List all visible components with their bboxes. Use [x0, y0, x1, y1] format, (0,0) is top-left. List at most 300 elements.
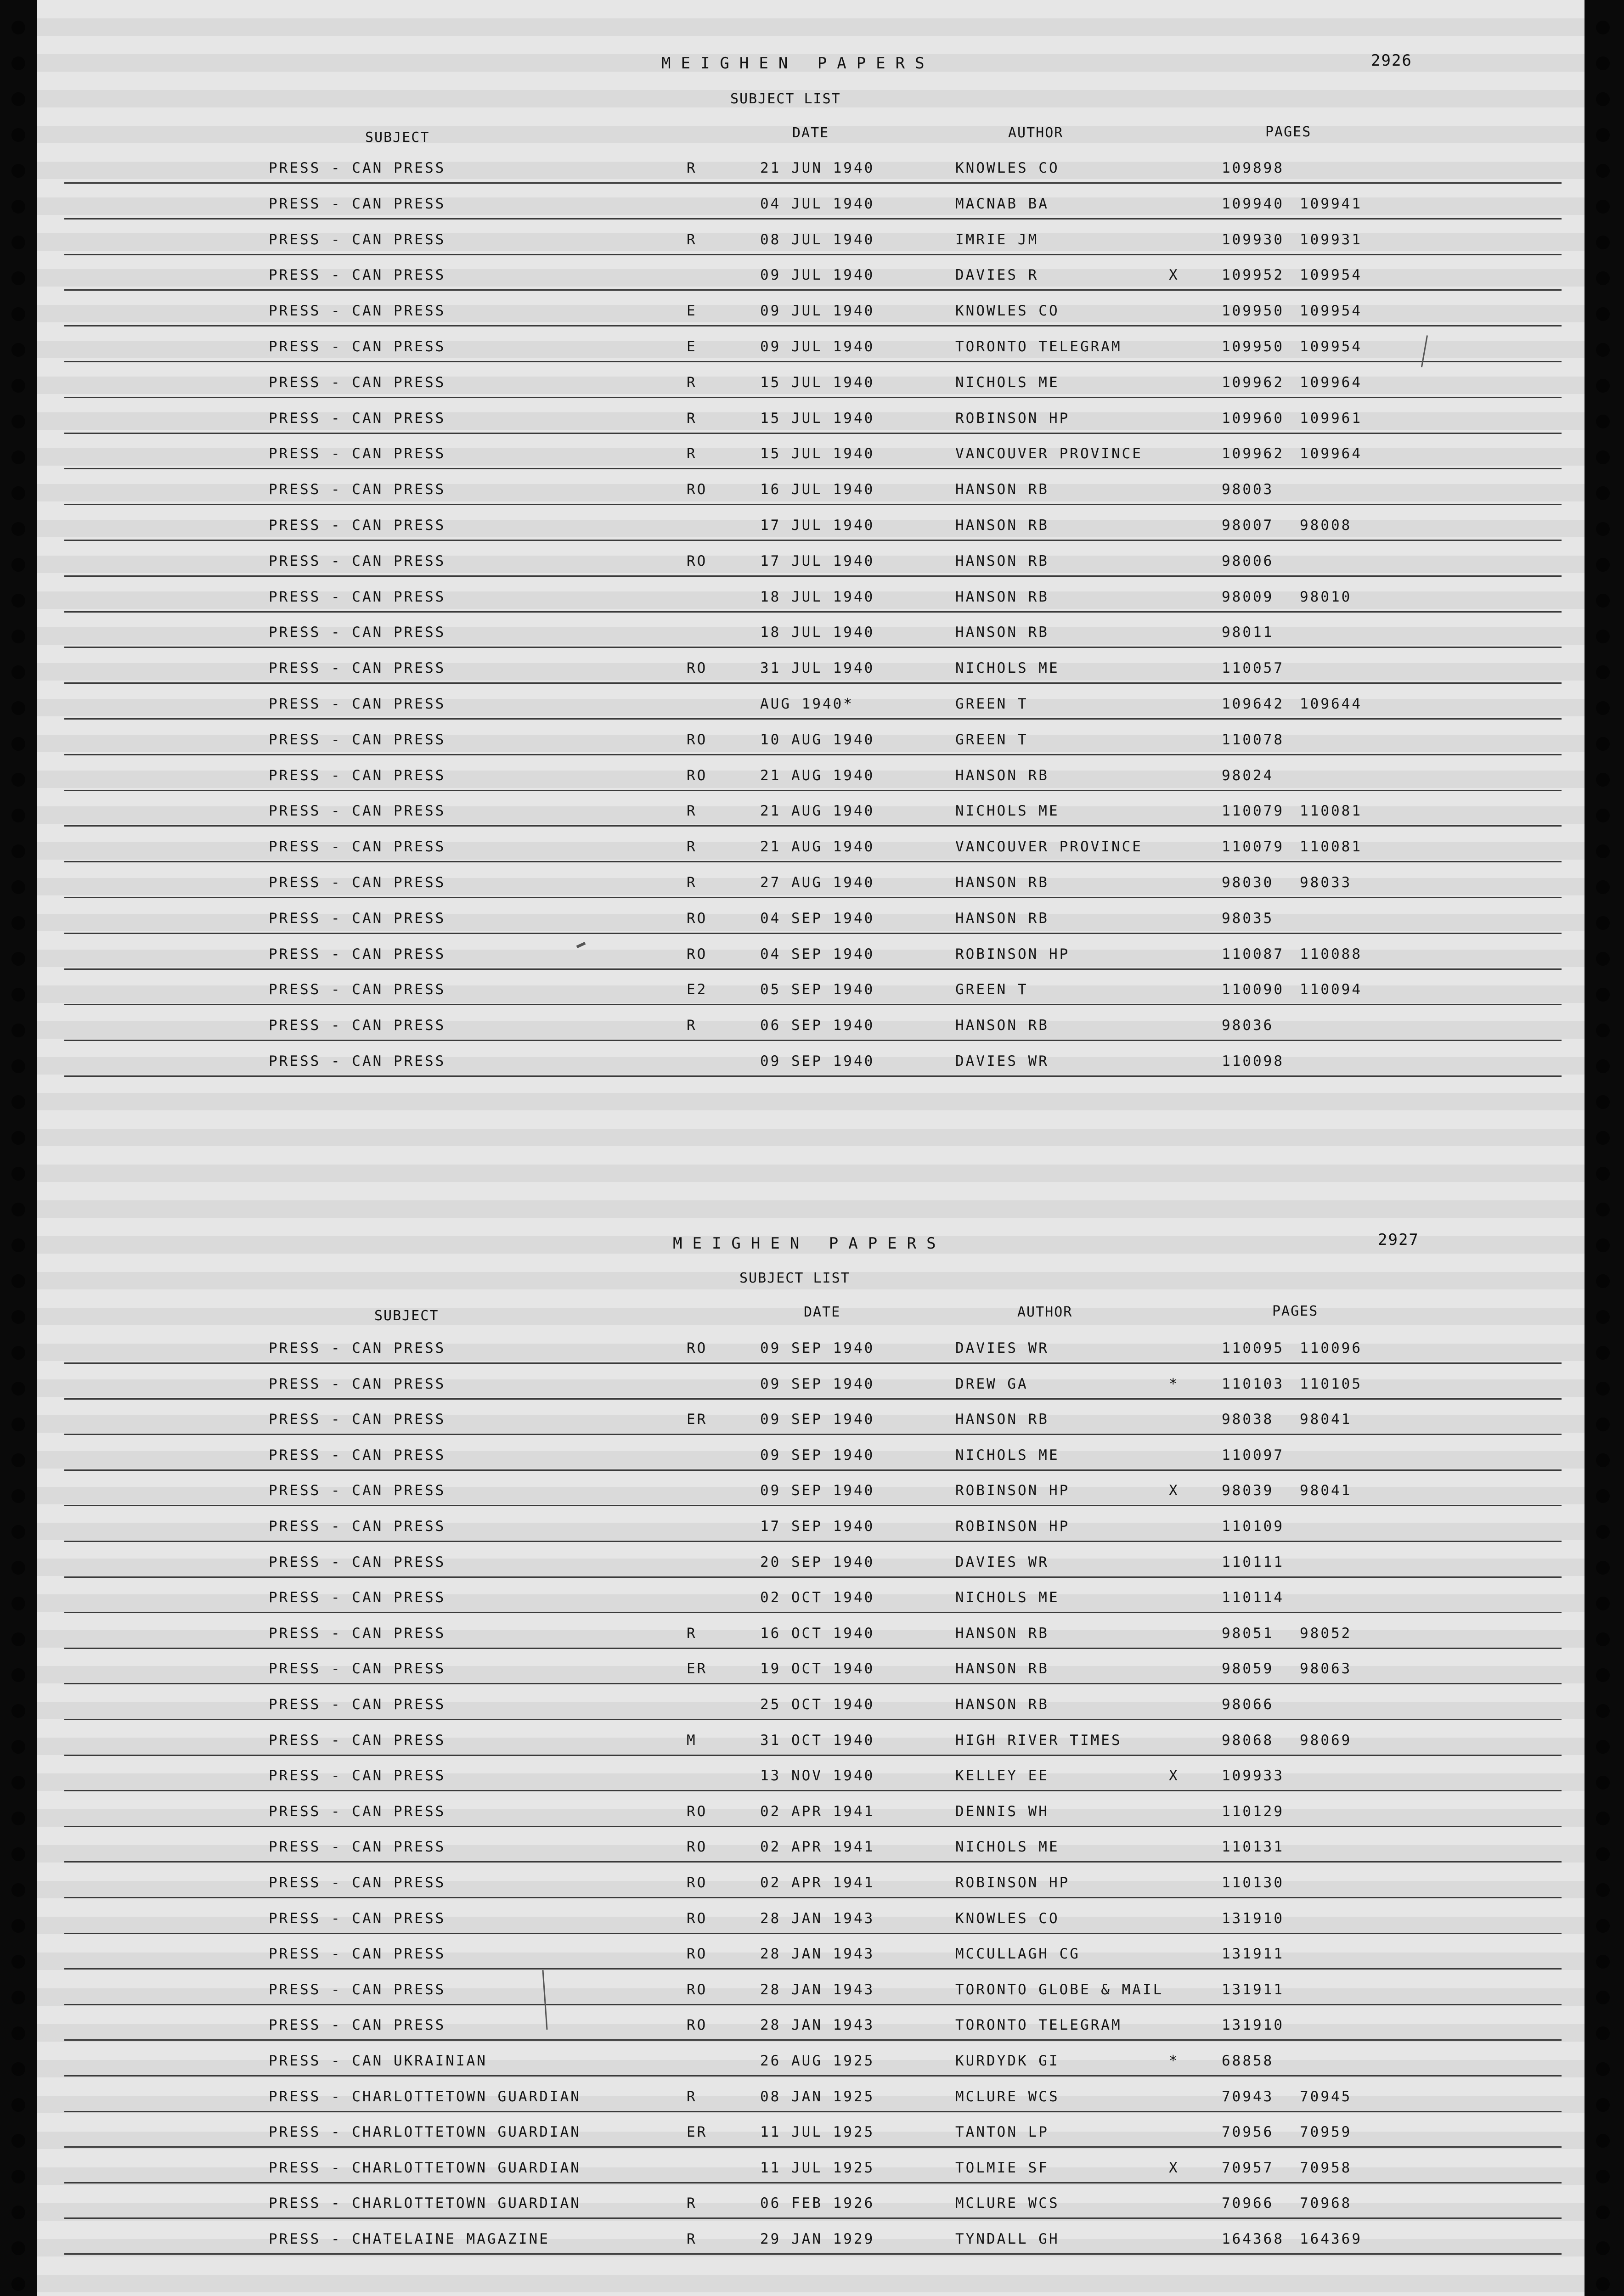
cell-subject: PRESS - CAN PRESS	[269, 1411, 446, 1428]
cell-p2: 109961	[1300, 410, 1362, 427]
cell-subject: PRESS - CAN PRESS	[269, 374, 446, 391]
cell-date: 09 SEP 1940	[760, 1411, 875, 1428]
cell-date: 02 APR 1941	[760, 1803, 875, 1820]
table-row	[0, 1586, 1624, 1613]
cell-p1: 110098	[1222, 1053, 1284, 1069]
cell-date: 18 JUL 1940	[760, 624, 875, 641]
cell-p2: 70958	[1300, 2159, 1352, 2176]
cell-code: E	[687, 303, 697, 320]
cell-p1: 98003	[1222, 481, 1274, 498]
cell-p1: 131910	[1222, 2017, 1284, 2034]
cell-p2: 98052	[1300, 1625, 1352, 1642]
cell-p2: 98041	[1300, 1482, 1352, 1499]
cell-date: 13 NOV 1940	[760, 1767, 875, 1784]
table-row	[0, 1907, 1624, 1934]
feed-hole	[11, 56, 25, 70]
cell-code: RO	[687, 767, 708, 784]
feed-hole	[11, 1274, 25, 1288]
cell-author: KURDYDK GI	[955, 2053, 1060, 2069]
cell-p1: 109940	[1222, 195, 1284, 212]
cell-subject: PRESS - CAN PRESS	[269, 624, 446, 641]
table-row	[0, 1479, 1624, 1506]
cell-subject: PRESS - CAN PRESS	[269, 1589, 446, 1606]
cell-code: ER	[687, 1660, 708, 1677]
cell-author: KNOWLES CO	[955, 1910, 1060, 1927]
cell-author: ROBINSON HP	[955, 410, 1070, 427]
feed-hole	[11, 128, 25, 142]
row-rule	[64, 968, 1562, 970]
row-rule	[64, 647, 1562, 648]
cell-date: 09 JUL 1940	[760, 338, 875, 355]
cell-author: TORONTO TELEGRAM	[955, 338, 1122, 355]
table-row	[0, 1013, 1624, 1041]
cell-date: 08 JUL 1940	[760, 231, 875, 248]
cell-p2: 70968	[1300, 2195, 1352, 2212]
cell-subject: PRESS - CAN PRESS	[269, 910, 446, 927]
row-rule	[64, 933, 1562, 934]
cell-p1: 109898	[1222, 160, 1284, 176]
table-row	[0, 1621, 1624, 1649]
row-rule	[64, 1683, 1562, 1684]
cell-code: R	[687, 2195, 697, 2212]
cell-date: 31 JUL 1940	[760, 660, 875, 677]
table-row	[0, 978, 1624, 1005]
page-number: 2926	[1371, 51, 1412, 70]
cell-p1: 110097	[1222, 1446, 1284, 1463]
cell-p1: 98038	[1222, 1411, 1274, 1428]
feed-hole	[1596, 1310, 1610, 1324]
feed-hole	[11, 21, 25, 34]
feed-hole	[1596, 1238, 1610, 1252]
cell-author: ROBINSON HP	[955, 945, 1070, 962]
feed-hole	[1596, 2277, 1610, 2291]
cell-author: DAVIES WR	[955, 1340, 1049, 1356]
cell-date: 17 JUL 1940	[760, 517, 875, 534]
cell-p1: 110103	[1222, 1375, 1284, 1392]
cell-p1: 109642	[1222, 696, 1284, 712]
cell-p2: 109954	[1300, 303, 1362, 320]
cell-subject: PRESS - CHATELAINE MAGAZINE	[269, 2231, 550, 2247]
cell-p1: 110109	[1222, 1518, 1284, 1535]
cell-date: 19 OCT 1940	[760, 1660, 875, 1677]
cell-p1: 110130	[1222, 1874, 1284, 1891]
cell-mark: X	[1169, 1767, 1179, 1784]
cell-subject: PRESS - CAN PRESS	[269, 696, 446, 712]
cell-author: DAVIES R	[955, 267, 1039, 284]
cell-code: E	[687, 338, 697, 355]
table-row	[0, 620, 1624, 648]
cell-p2: 110088	[1300, 945, 1362, 962]
cell-author: HANSON RB	[955, 481, 1049, 498]
cell-p1: 98059	[1222, 1660, 1274, 1677]
cell-author: HANSON RB	[955, 624, 1049, 641]
cell-p1: 164368	[1222, 2231, 1284, 2247]
feed-hole	[11, 92, 25, 106]
cell-subject: PRESS - CAN PRESS	[269, 231, 446, 248]
table-row	[0, 764, 1624, 791]
cell-mark: *	[1169, 1375, 1179, 1392]
row-rule	[64, 2111, 1562, 2112]
row-rule	[64, 825, 1562, 827]
cell-date: 17 SEP 1940	[760, 1518, 875, 1535]
cell-p2: 110081	[1300, 838, 1362, 855]
cell-date: 17 JUL 1940	[760, 552, 875, 569]
cell-author: KNOWLES CO	[955, 160, 1060, 176]
cell-subject: PRESS - CAN PRESS	[269, 1017, 446, 1034]
cell-p2: 109644	[1300, 696, 1362, 712]
cell-date: 28 JAN 1943	[760, 1981, 875, 1998]
table-row	[0, 585, 1624, 613]
cell-mark: *	[1169, 2053, 1179, 2069]
table-row	[0, 442, 1624, 469]
row-rule	[64, 1362, 1562, 1364]
row-rule	[64, 1612, 1562, 1613]
cell-p1: 98011	[1222, 624, 1274, 641]
cell-p1: 110095	[1222, 1340, 1284, 1356]
row-rule	[64, 790, 1562, 791]
cell-date: 31 OCT 1940	[760, 1732, 875, 1749]
cell-subject: PRESS - CAN PRESS	[269, 838, 446, 855]
cell-mark: X	[1169, 1482, 1179, 1499]
cell-author: HANSON RB	[955, 874, 1049, 891]
row-rule	[64, 433, 1562, 434]
cell-code: R	[687, 1625, 697, 1642]
feed-hole	[11, 1310, 25, 1324]
cell-subject: PRESS - CAN PRESS	[269, 660, 446, 677]
cell-p1: 98009	[1222, 588, 1274, 605]
table-row	[0, 656, 1624, 684]
cell-p1: 98068	[1222, 1732, 1274, 1749]
cell-author: HANSON RB	[955, 1696, 1049, 1713]
cell-subject: PRESS - CAN PRESS	[269, 517, 446, 534]
cell-author: HIGH RIVER TIMES	[955, 1732, 1122, 1749]
table-row	[0, 406, 1624, 434]
feed-hole	[1596, 92, 1610, 106]
cell-code: R	[687, 1017, 697, 1034]
table-row	[0, 371, 1624, 398]
row-rule	[64, 2217, 1562, 2219]
cell-author: DREW GA	[955, 1375, 1028, 1392]
cell-subject: PRESS - CHARLOTTETOWN GUARDIAN	[269, 2124, 581, 2141]
cell-p1: 131911	[1222, 1946, 1284, 1963]
cell-code: RO	[687, 1946, 708, 1963]
cell-subject: PRESS - CAN PRESS	[269, 1553, 446, 1570]
cell-author: ROBINSON HP	[955, 1874, 1070, 1891]
cell-p1: 110129	[1222, 1803, 1284, 1820]
row-rule	[64, 1541, 1562, 1542]
table-row	[0, 156, 1624, 184]
table-row	[0, 1728, 1624, 1756]
cell-author: TYNDALL GH	[955, 2231, 1060, 2247]
cell-date: 20 SEP 1940	[760, 1553, 875, 1570]
table-row	[0, 228, 1624, 255]
cell-date: 04 SEP 1940	[760, 910, 875, 927]
cell-subject: PRESS - CAN PRESS	[269, 1053, 446, 1069]
cell-date: 29 JAN 1929	[760, 2231, 875, 2247]
table-row	[0, 799, 1624, 827]
row-rule	[64, 2146, 1562, 2148]
table-row	[0, 942, 1624, 970]
row-rule	[64, 2075, 1562, 2077]
cell-author: ROBINSON HP	[955, 1518, 1070, 1535]
cell-code: R	[687, 410, 697, 427]
cell-author: NICHOLS ME	[955, 1839, 1060, 1856]
cell-subject: PRESS - CAN PRESS	[269, 803, 446, 820]
column-header-pages: PAGES	[1272, 1303, 1319, 1319]
table-row	[0, 692, 1624, 720]
feed-hole	[1596, 128, 1610, 142]
cell-date: 21 AUG 1940	[760, 803, 875, 820]
cell-p2: 98033	[1300, 874, 1352, 891]
cell-code: RO	[687, 945, 708, 962]
table-row	[0, 1049, 1624, 1077]
cell-date: 28 JAN 1943	[760, 1946, 875, 1963]
cell-code: R	[687, 374, 697, 391]
cell-date: 10 AUG 1940	[760, 731, 875, 748]
row-rule	[64, 1576, 1562, 1578]
row-rule	[64, 2039, 1562, 2041]
cell-code: ER	[687, 2124, 708, 2141]
cell-subject: PRESS - CAN PRESS	[269, 1910, 446, 1927]
table-row	[0, 1835, 1624, 1863]
cell-p1: 70956	[1222, 2124, 1274, 2141]
cell-p1: 98036	[1222, 1017, 1274, 1034]
cell-code: R	[687, 2231, 697, 2247]
feed-hole	[1596, 1095, 1610, 1109]
page-title: MEIGHEN PAPERS	[661, 54, 935, 73]
cell-p1: 98051	[1222, 1625, 1274, 1642]
cell-author: KNOWLES CO	[955, 303, 1060, 320]
feed-hole	[1596, 1167, 1610, 1181]
table-row	[0, 1657, 1624, 1684]
feed-hole	[11, 1203, 25, 1216]
cell-date: 08 JAN 1925	[760, 2088, 875, 2105]
cell-p1: 98066	[1222, 1696, 1274, 1713]
cell-p1: 109960	[1222, 410, 1284, 427]
row-rule	[64, 575, 1562, 577]
cell-author: HANSON RB	[955, 517, 1049, 534]
cell-p1: 98007	[1222, 517, 1274, 534]
cell-date: 04 JUL 1940	[760, 195, 875, 212]
cell-code: RO	[687, 1910, 708, 1927]
cell-subject: PRESS - CAN PRESS	[269, 338, 446, 355]
cell-p1: 110079	[1222, 838, 1284, 855]
cell-code: E2	[687, 981, 708, 998]
table-row	[0, 2085, 1624, 2112]
cell-date: 04 SEP 1940	[760, 945, 875, 962]
cell-subject: PRESS - CAN PRESS	[269, 1696, 446, 1713]
cell-date: AUG 1940*	[760, 696, 854, 712]
cell-date: 15 JUL 1940	[760, 374, 875, 391]
cell-subject: PRESS - CAN PRESS	[269, 1803, 446, 1820]
cell-author: HANSON RB	[955, 1411, 1049, 1428]
cell-p1: 70943	[1222, 2088, 1274, 2105]
cell-mark: X	[1169, 267, 1179, 284]
cell-p1: 110087	[1222, 945, 1284, 962]
cell-subject: PRESS - CAN PRESS	[269, 1375, 446, 1392]
row-rule	[64, 182, 1562, 184]
row-rule	[64, 897, 1562, 898]
cell-code: RO	[687, 2017, 708, 2034]
cell-date: 26 AUG 1925	[760, 2053, 875, 2069]
feed-hole	[1596, 21, 1610, 34]
cell-author: MCLURE WCS	[955, 2195, 1060, 2212]
cell-p2: 110094	[1300, 981, 1362, 998]
cell-subject: PRESS - CAN PRESS	[269, 160, 446, 176]
column-header-date: DATE	[792, 125, 829, 141]
cell-date: 15 JUL 1940	[760, 410, 875, 427]
table-row	[0, 906, 1624, 934]
cell-subject: PRESS - CAN PRESS	[269, 1625, 446, 1642]
cell-subject: PRESS - CAN PRESS	[269, 981, 446, 998]
cell-author: MACNAB BA	[955, 195, 1049, 212]
cell-author: DENNIS WH	[955, 1803, 1049, 1820]
cell-author: ROBINSON HP	[955, 1482, 1070, 1499]
cell-date: 11 JUL 1925	[760, 2159, 875, 2176]
cell-subject: PRESS - CAN PRESS	[269, 1446, 446, 1463]
cell-date: 09 SEP 1940	[760, 1482, 875, 1499]
row-rule	[64, 1933, 1562, 1934]
row-rule	[64, 2253, 1562, 2255]
cell-date: 21 JUN 1940	[760, 160, 875, 176]
cell-date: 21 AUG 1940	[760, 767, 875, 784]
table-row	[0, 1764, 1624, 1791]
table-row	[0, 871, 1624, 898]
table-row	[0, 1443, 1624, 1471]
cell-p1: 110078	[1222, 731, 1284, 748]
cell-author: NICHOLS ME	[955, 1589, 1060, 1606]
table-row	[0, 2227, 1624, 2255]
row-rule	[64, 1897, 1562, 1898]
column-header-author: AUTHOR	[1008, 125, 1064, 141]
cell-subject: PRESS - CHARLOTTETOWN GUARDIAN	[269, 2195, 581, 2212]
cell-date: 02 APR 1941	[760, 1874, 875, 1891]
cell-p2: 109964	[1300, 374, 1362, 391]
cell-subject: PRESS - CAN PRESS	[269, 303, 446, 320]
cell-subject: PRESS - CAN PRESS	[269, 1660, 446, 1677]
cell-p2: 109954	[1300, 267, 1362, 284]
feed-hole	[1596, 1274, 1610, 1288]
cell-p2: 70959	[1300, 2124, 1352, 2141]
cell-author: TORONTO GLOBE & MAIL	[955, 1981, 1164, 1998]
cell-subject: PRESS - CAN PRESS	[269, 445, 446, 462]
cell-date: 09 SEP 1940	[760, 1446, 875, 1463]
cell-date: 09 JUL 1940	[760, 267, 875, 284]
row-rule	[64, 468, 1562, 469]
cell-date: 02 APR 1941	[760, 1839, 875, 1856]
table-row	[0, 263, 1624, 291]
row-rule	[64, 1861, 1562, 1863]
cell-p1: 98024	[1222, 767, 1274, 784]
row-rule	[64, 1968, 1562, 1970]
table-row	[0, 1372, 1624, 1400]
cell-p2: 98069	[1300, 1732, 1352, 1749]
cell-subject: PRESS - CAN UKRAINIAN	[269, 2053, 487, 2069]
cell-code: R	[687, 160, 697, 176]
cell-code: R	[687, 2088, 697, 2105]
row-rule	[64, 1790, 1562, 1791]
cell-code: R	[687, 231, 697, 248]
cell-author: VANCOUVER PROVINCE	[955, 445, 1143, 462]
cell-date: 09 SEP 1940	[760, 1340, 875, 1356]
cell-date: 11 JUL 1925	[760, 2124, 875, 2141]
table-row	[0, 2013, 1624, 2041]
table-row	[0, 1800, 1624, 1827]
row-rule	[64, 1469, 1562, 1471]
cell-code: RO	[687, 1340, 708, 1356]
table-row	[0, 192, 1624, 219]
cell-author: TOLMIE SF	[955, 2159, 1049, 2176]
cell-author: NICHOLS ME	[955, 660, 1060, 677]
cell-date: 15 JUL 1940	[760, 445, 875, 462]
row-rule	[64, 1434, 1562, 1435]
table-row	[0, 835, 1624, 862]
cell-p2: 110105	[1300, 1375, 1362, 1392]
row-rule	[64, 2182, 1562, 2183]
cell-p1: 70966	[1222, 2195, 1274, 2212]
cell-p1: 109933	[1222, 1767, 1284, 1784]
table-row	[0, 299, 1624, 326]
table-row	[0, 2120, 1624, 2148]
feed-hole	[11, 1238, 25, 1252]
row-rule	[64, 682, 1562, 684]
row-rule	[64, 1075, 1562, 1077]
cell-p1: 98030	[1222, 874, 1274, 891]
cell-date: 27 AUG 1940	[760, 874, 875, 891]
cell-p1: 110079	[1222, 803, 1284, 820]
cell-subject: PRESS - CAN PRESS	[269, 1732, 446, 1749]
table-row	[0, 1407, 1624, 1435]
cell-code: R	[687, 445, 697, 462]
row-rule	[64, 1755, 1562, 1756]
cell-date: 06 SEP 1940	[760, 1017, 875, 1034]
table-row	[0, 728, 1624, 755]
row-rule	[64, 1398, 1562, 1400]
cell-p1: 109962	[1222, 445, 1284, 462]
cell-author: GREEN T	[955, 731, 1028, 748]
cell-author: GREEN T	[955, 981, 1028, 998]
row-rule	[64, 504, 1562, 505]
cell-code: RO	[687, 1839, 708, 1856]
cell-author: TANTON LP	[955, 2124, 1049, 2141]
cell-p1: 110090	[1222, 981, 1284, 998]
cell-subject: PRESS - CAN PRESS	[269, 2017, 446, 2034]
feed-hole	[1596, 1131, 1610, 1145]
column-header-subject: SUBJECT	[374, 1308, 439, 1324]
cell-subject: PRESS - CHARLOTTETOWN GUARDIAN	[269, 2159, 581, 2176]
cell-subject: PRESS - CAN PRESS	[269, 1340, 446, 1356]
cell-author: NICHOLS ME	[955, 803, 1060, 820]
table-row	[0, 1550, 1624, 1578]
cell-author: NICHOLS ME	[955, 374, 1060, 391]
cell-date: 28 JAN 1943	[760, 1910, 875, 1927]
table-row	[0, 335, 1624, 362]
cell-p1: 109950	[1222, 303, 1284, 320]
cell-date: 06 FEB 1926	[760, 2195, 875, 2212]
cell-subject: PRESS - CAN PRESS	[269, 195, 446, 212]
cell-p1: 70957	[1222, 2159, 1274, 2176]
feed-hole	[1596, 56, 1610, 70]
table-row	[0, 549, 1624, 577]
row-rule	[64, 361, 1562, 362]
cell-author: HANSON RB	[955, 1625, 1049, 1642]
row-rule	[64, 540, 1562, 541]
cell-author: HANSON RB	[955, 588, 1049, 605]
cell-author: DAVIES WR	[955, 1053, 1049, 1069]
row-rule	[64, 254, 1562, 255]
cell-subject: PRESS - CAN PRESS	[269, 267, 446, 284]
cell-subject: PRESS - CAN PRESS	[269, 1874, 446, 1891]
